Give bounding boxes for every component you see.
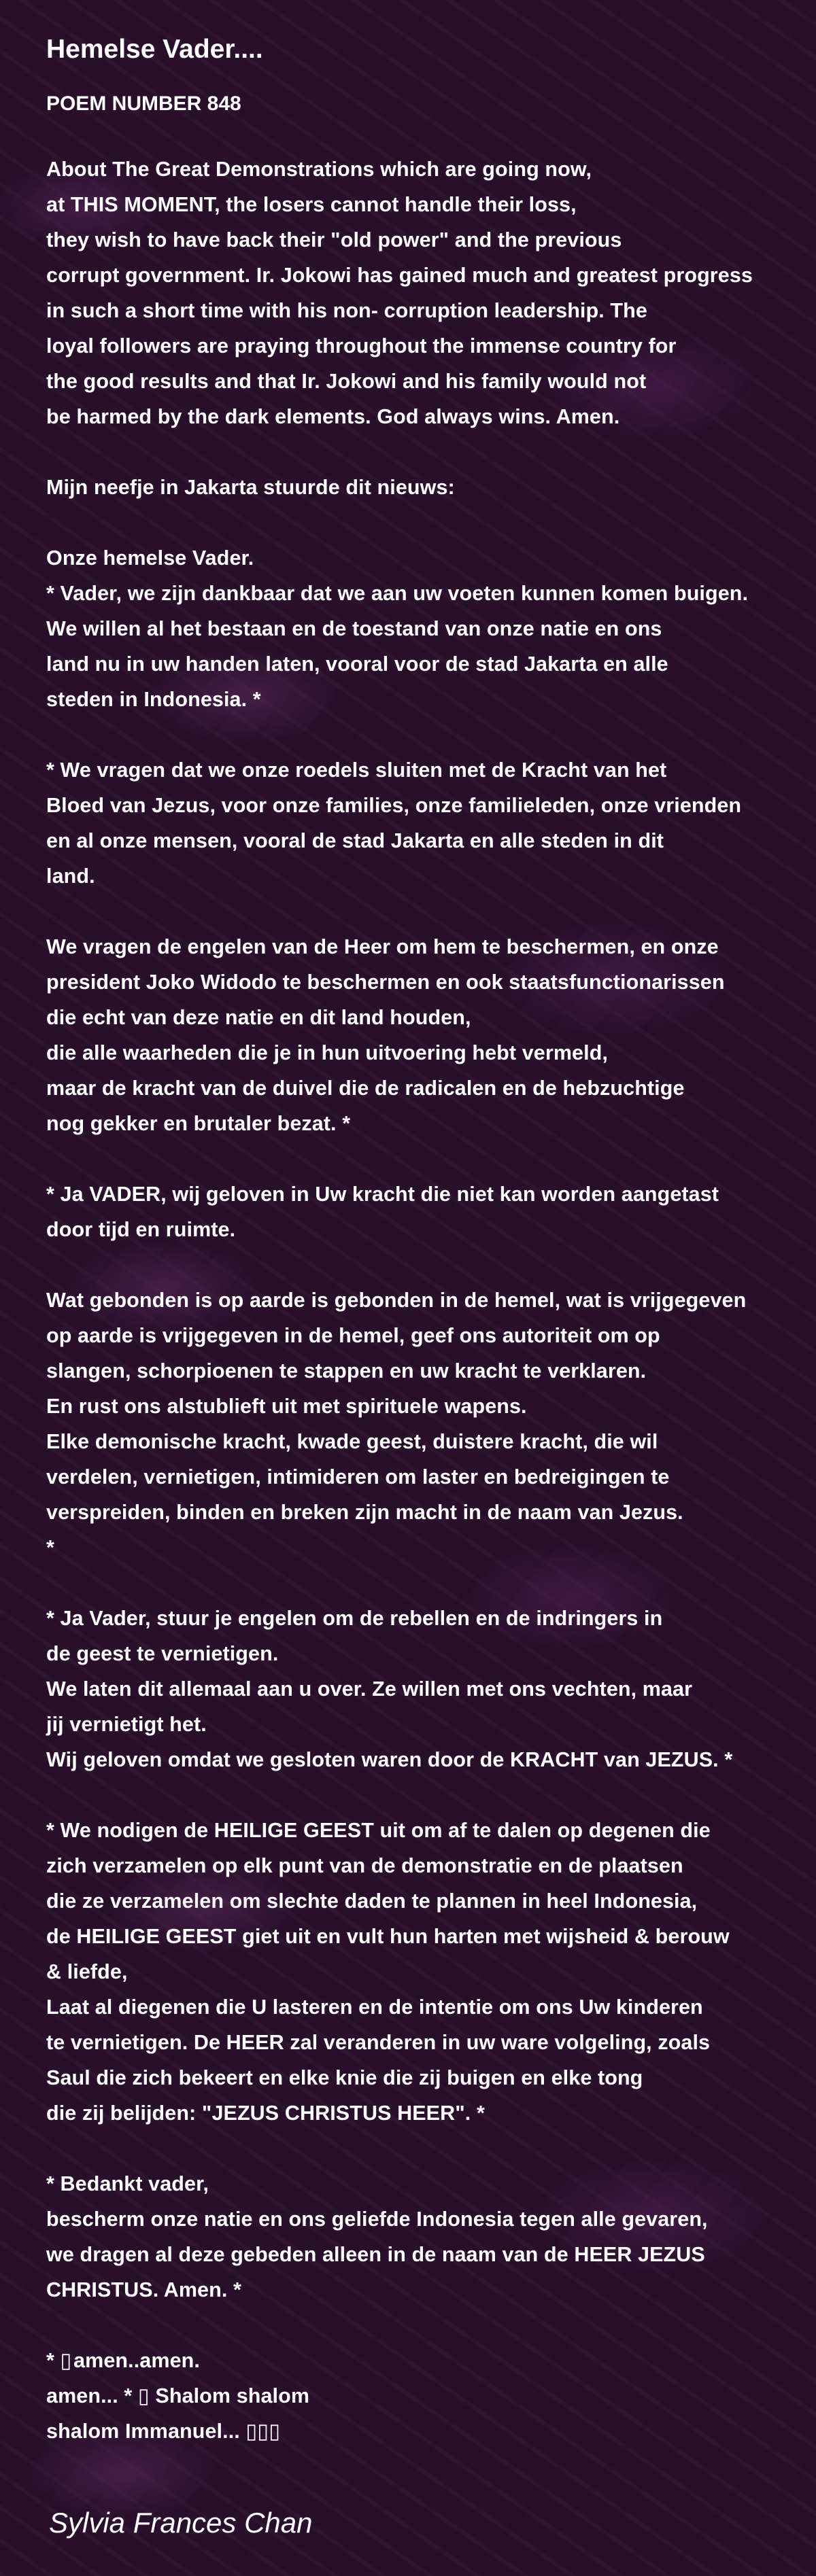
poem-stanza [46,470,794,505]
poem-line: * Bedankt vader, [46,2172,209,2195]
poem-line: die echt van deze natie en dit land houden, [46,1005,471,1029]
poem-line: * Ja VADER, wij geloven in Uw kracht die niet kan worden aangetast [46,1182,719,1206]
poem-stanza [46,752,794,894]
poem-stanza [46,152,794,434]
poem-line: Elke demonische kracht, kwade geest, duistere kracht, die wil [46,1429,658,1453]
poem-line: nog gekker en brutaler bezat. * [46,1111,351,1135]
poem-stanza [46,929,794,1141]
poem-line: * We nodigen de HEILIGE GEEST uit om af te dalen op degenen die [46,1818,711,1842]
poem-line: die alle waarheden die je in hun uitvoering hebt vermeld, [46,1041,608,1064]
poem-line: loyal followers are praying throughout the immense country for [46,334,677,358]
poem-stanza [46,1601,794,1777]
poem-line: & liefde, [46,1960,128,1983]
poem-line: the good results and that Ir. Jokowi and his family would not [46,369,647,393]
poem-line: jij vernietigt het. [46,1712,207,1736]
poem-line: * We vragen dat we onze roedels sluiten met de Kracht van het [46,758,667,782]
poem-line: in such a short time with his non- corruption leadership. The [46,298,647,322]
poem-line: We willen al het bestaan en de toestand van onze natie en ons [46,616,662,640]
poem-line: slangen, schorpioenen te stappen en uw kracht te verklaren. [46,1359,647,1382]
poem-line: * [46,1535,54,1559]
poem-line: We vragen de engelen van de Heer om hem te beschermen, en onze [46,935,719,958]
poem-title: Hemelse Vader.... [46,35,263,64]
poem-line: * Ja Vader, stuur je engelen om de rebellen en de indringers in [46,1606,663,1630]
poem-line: En rust ons alstublieft uit met spirituele wapens. [46,1394,527,1418]
poem-line: at THIS MOMENT, the losers cannot handle their loss, [46,192,577,216]
poem-stanza [46,2166,794,2308]
poem-line: de geest te vernietigen. [46,1641,279,1665]
poem-stanza [46,1177,794,1247]
poem-stanza [46,1283,794,1565]
poem-body [46,152,794,2449]
poem-line: corrupt government. Ir. Jokowi has gained much and greatest progress [46,263,753,287]
poem-line: About The Great Demonstrations which are going now, [46,157,592,181]
poem-line: they wish to have back their "old power" and the previous [46,228,622,251]
poem-line: steden in Indonesia. * [46,687,261,711]
poem-line: land nu in uw handen laten, vooral voor de stad Jakarta en alle [46,652,668,676]
poem-line: door tijd en ruimte. [46,1217,236,1241]
poem-stanza [46,1813,794,2131]
poem-line: Bloed van Jezus, voor onze families, onze familieleden, onze vrienden [46,793,742,817]
poem-line: op aarde is vrijgegeven in de hemel, geef ons autoriteit om op [46,1323,660,1347]
poem-line: die zij belijden: "JEZUS CHRISTUS HEER". * [46,2101,485,2125]
poem-line: zich verzamelen op elk punt van de demonstratie en de plaatsen [46,1853,683,1877]
poem-line: de HEILIGE GEEST giet uit en vult hun harten met wijsheid & berouw [46,1924,730,1948]
poem-line: * Vader, we zijn dankbaar dat we aan uw voeten kunnen komen buigen. [46,581,749,605]
poem-line: Onze hemelse Vader. [46,546,254,570]
author-name: Sylvia Frances Chan [49,2507,313,2539]
poem-line: Mijn neefje in Jakarta stuurde dit nieuws: [46,475,455,499]
poem-line: Wij geloven omdat we gesloten waren door de KRACHT van JEZUS. * [46,1747,733,1771]
poem-line: president Joko Widodo te beschermen en ook staatsfunctionarissen [46,970,725,994]
poem-line: te vernietigen. De HEER zal veranderen in uw ware volgeling, zoals [46,2030,711,2054]
poem-line: verdelen, vernietigen, intimideren om laster en bedreigingen te [46,1465,670,1489]
poem-number: POEM NUMBER 848 [46,92,241,115]
poem-line: Laat al diegenen die U lasteren en de intentie om ons Uw kinderen [46,1995,703,2019]
poem-stanza [46,540,794,717]
poem-line: amen... * ▯ Shalom shalom [46,2384,310,2407]
poem-line: be harmed by the dark elements. God always wins. Amen. [46,404,620,428]
poem-line: bescherm onze natie en ons geliefde Indonesia tegen alle gevaren, [46,2207,708,2231]
poem-line: die ze verzamelen om slechte daden te plannen in heel Indonesia, [46,1889,698,1913]
poem-line: * ▯ amen..amen. [46,2348,200,2372]
poem-line: Saul die zich bekeert en elke knie die zij buigen en elke tong [46,2066,643,2089]
poem-line: we dragen al deze gebeden alleen in de naam van de HEER JEZUS [46,2242,705,2266]
poem-line: land. [46,864,95,888]
poem-line: maar de kracht van de duivel die de radicalen en de hebzuchtige [46,1076,685,1100]
poem-line: CHRISTUS. Amen. * [46,2278,241,2301]
poem-line: Wat gebonden is op aarde is gebonden in de hemel, wat is vrijgegeven [46,1288,747,1312]
poem-stanza [46,2343,794,2449]
poem-line: en al onze mensen, vooral de stad Jakarta en alle steden in dit [46,829,664,852]
poem-line: shalom Immanuel... ▯▯▯ [46,2419,281,2443]
poem-line: We laten dit allemaal aan u over. Ze willen met ons vechten, maar [46,1677,693,1701]
poem-line: verspreiden, binden en breken zijn macht in de naam van Jezus. [46,1500,683,1524]
